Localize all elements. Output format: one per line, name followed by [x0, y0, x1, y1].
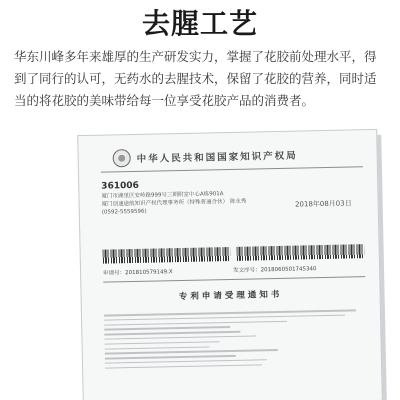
text-line — [105, 355, 236, 359]
national-emblem-icon — [112, 149, 130, 167]
address-line: 厦门市湖里区安岭路999号三期附室中心A栋901A — [101, 191, 224, 200]
issuing-organization: 中华人民共和国国家知识产权局 — [136, 150, 298, 165]
barcode — [103, 247, 231, 264]
document-date: 2018年08月03日 — [294, 199, 352, 209]
text-line — [104, 320, 287, 325]
text-line — [105, 346, 210, 350]
notice-body-text — [104, 306, 367, 372]
intro-paragraph: 华东川峰多年来雄厚的生产研发实力，掌握了花胶前处理水平，得到了同行的认可，无药水的去腥技术，保留了花胶的营养，同时适当的将花胶的美味带给每一位享受花胶产品的消费者。 — [14, 49, 377, 108]
barcode-strip — [103, 244, 365, 263]
page-title: 去腥工艺 — [141, 7, 258, 40]
recipient-address — [101, 189, 271, 217]
application-number: 申请号：201810579149.X — [103, 269, 173, 277]
text-line — [105, 364, 262, 369]
text-line — [105, 349, 278, 354]
address-line: 厦门创速途航知识产权代理事务所（特殊普通合伙） 陈永秀 — [101, 198, 247, 208]
barcode — [237, 244, 365, 261]
postal-code: 361006 — [101, 180, 139, 192]
patent-document-image — [77, 129, 383, 400]
text-line — [104, 331, 240, 335]
text-line — [104, 326, 230, 330]
text-line — [104, 335, 256, 340]
notice-title: 专利申请受理通知书 — [178, 289, 283, 303]
dispatch-number: 发文序号：2018060501745340 — [232, 266, 317, 274]
address-line: (0592-5559596) — [101, 208, 147, 216]
patent-notice-sheet — [77, 129, 383, 400]
text-line — [105, 359, 267, 364]
text-line — [105, 341, 220, 345]
